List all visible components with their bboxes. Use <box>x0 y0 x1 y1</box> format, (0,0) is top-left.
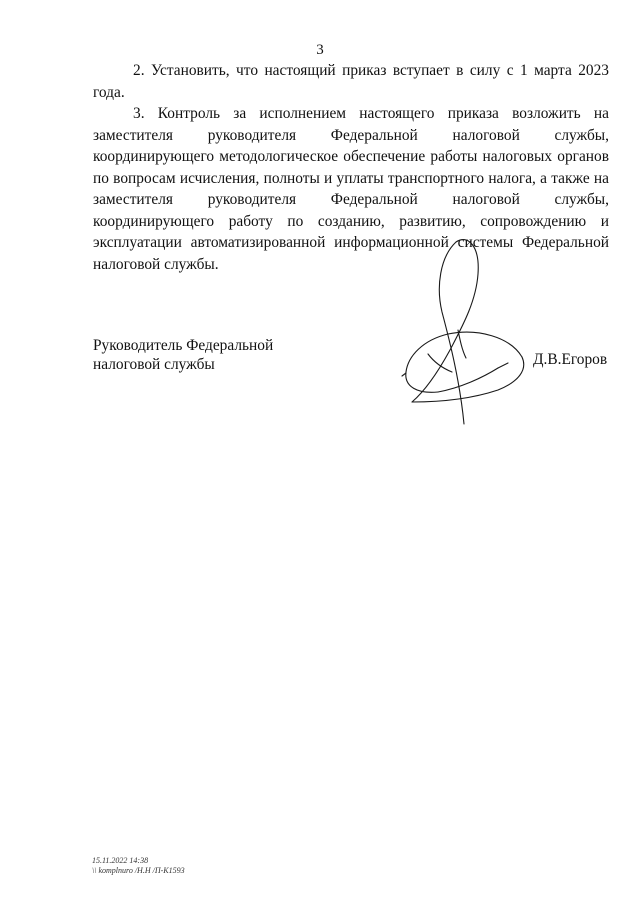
signer-name: Д.В.Егоров <box>533 351 608 368</box>
paragraph-2: 2. Установить, что настоящий приказ вступает в силу с 1 марта 2023 года. <box>93 62 609 101</box>
footer-stamp <box>92 856 185 876</box>
signer-title-line-2: налоговой службы <box>93 356 215 373</box>
page-number: 3 <box>316 42 324 58</box>
signer-title <box>93 336 273 374</box>
paragraph-3: 3. Контроль за исполнением настоящего приказа возложить на заместителя руководителя Федеральной налоговой службы, координирующего методологическое обеспечение работы налоговых органов по вопросам исчисления, полноты и уплаты транспортного налога, а также на заместителя руководителя Федеральной налоговой службы, координирующего работу по созданию, развитию, сопровождению и эксплуатации автоматизированной информационной системы Федеральной налоговой службы. <box>93 105 609 273</box>
handwritten-signature <box>398 232 538 427</box>
signer-title-line-1: Руководитель Федеральной <box>93 337 274 354</box>
footer-doc-path: \\ komplnuro /Н.Н /П-К1593 <box>92 866 185 875</box>
footer-timestamp: 15.11.2022 14:38 <box>92 856 149 865</box>
